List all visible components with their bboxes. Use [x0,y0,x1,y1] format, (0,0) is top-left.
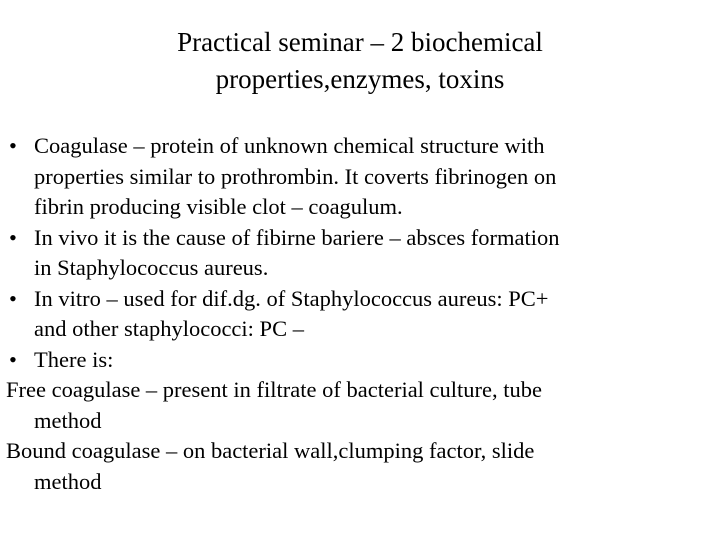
bullet-text-line: in Staphylococcus aureus. [34,255,269,280]
bullet-text-line: properties similar to prothrombin. It coverts fibrinogen on [34,163,557,189]
bullet-text-line: There is: [34,346,114,372]
bullet-text-line: In vivo it is the cause of fibirne bariere – absces formation [34,224,560,250]
bullet-text-line: and other staphylococci: PC – [34,316,304,341]
bullet-icon: • [9,346,17,372]
text-line: method [34,407,102,433]
bullet-text-line: Coagulase – protein of unknown chemical structure with [34,133,545,158]
bullet-icon: • [9,285,17,311]
bullet-icon: • [9,224,17,250]
bullet-text-line: fibrin producing visible clot – coagulum. [34,194,403,219]
bullet-icon: • [9,133,17,158]
text-item-free-coagulase [6,375,706,436]
slide-title-line-2: properties,enzymes, toxins [215,64,505,94]
slide-title [0,24,720,98]
text-line: method [34,468,102,494]
bullet-item-in-vivo [6,223,706,284]
bullet-item-in-vitro [6,284,706,345]
text-line: Free coagulase – present in filtrate of bacterial culture, tube [6,377,543,402]
text-line: Bound coagulase – on bacterial wall,clumping factor, slide [6,438,535,463]
bullet-text-line: In vitro – used for dif.dg. of Staphylococcus aureus: PC+ [34,285,549,311]
bullet-item-there-is [6,345,706,376]
slide-body [6,131,706,497]
text-item-bound-coagulase [6,436,706,497]
bullet-item-coagulase [6,131,706,223]
slide-title-line-1: Practical seminar – 2 biochemical [177,27,543,57]
